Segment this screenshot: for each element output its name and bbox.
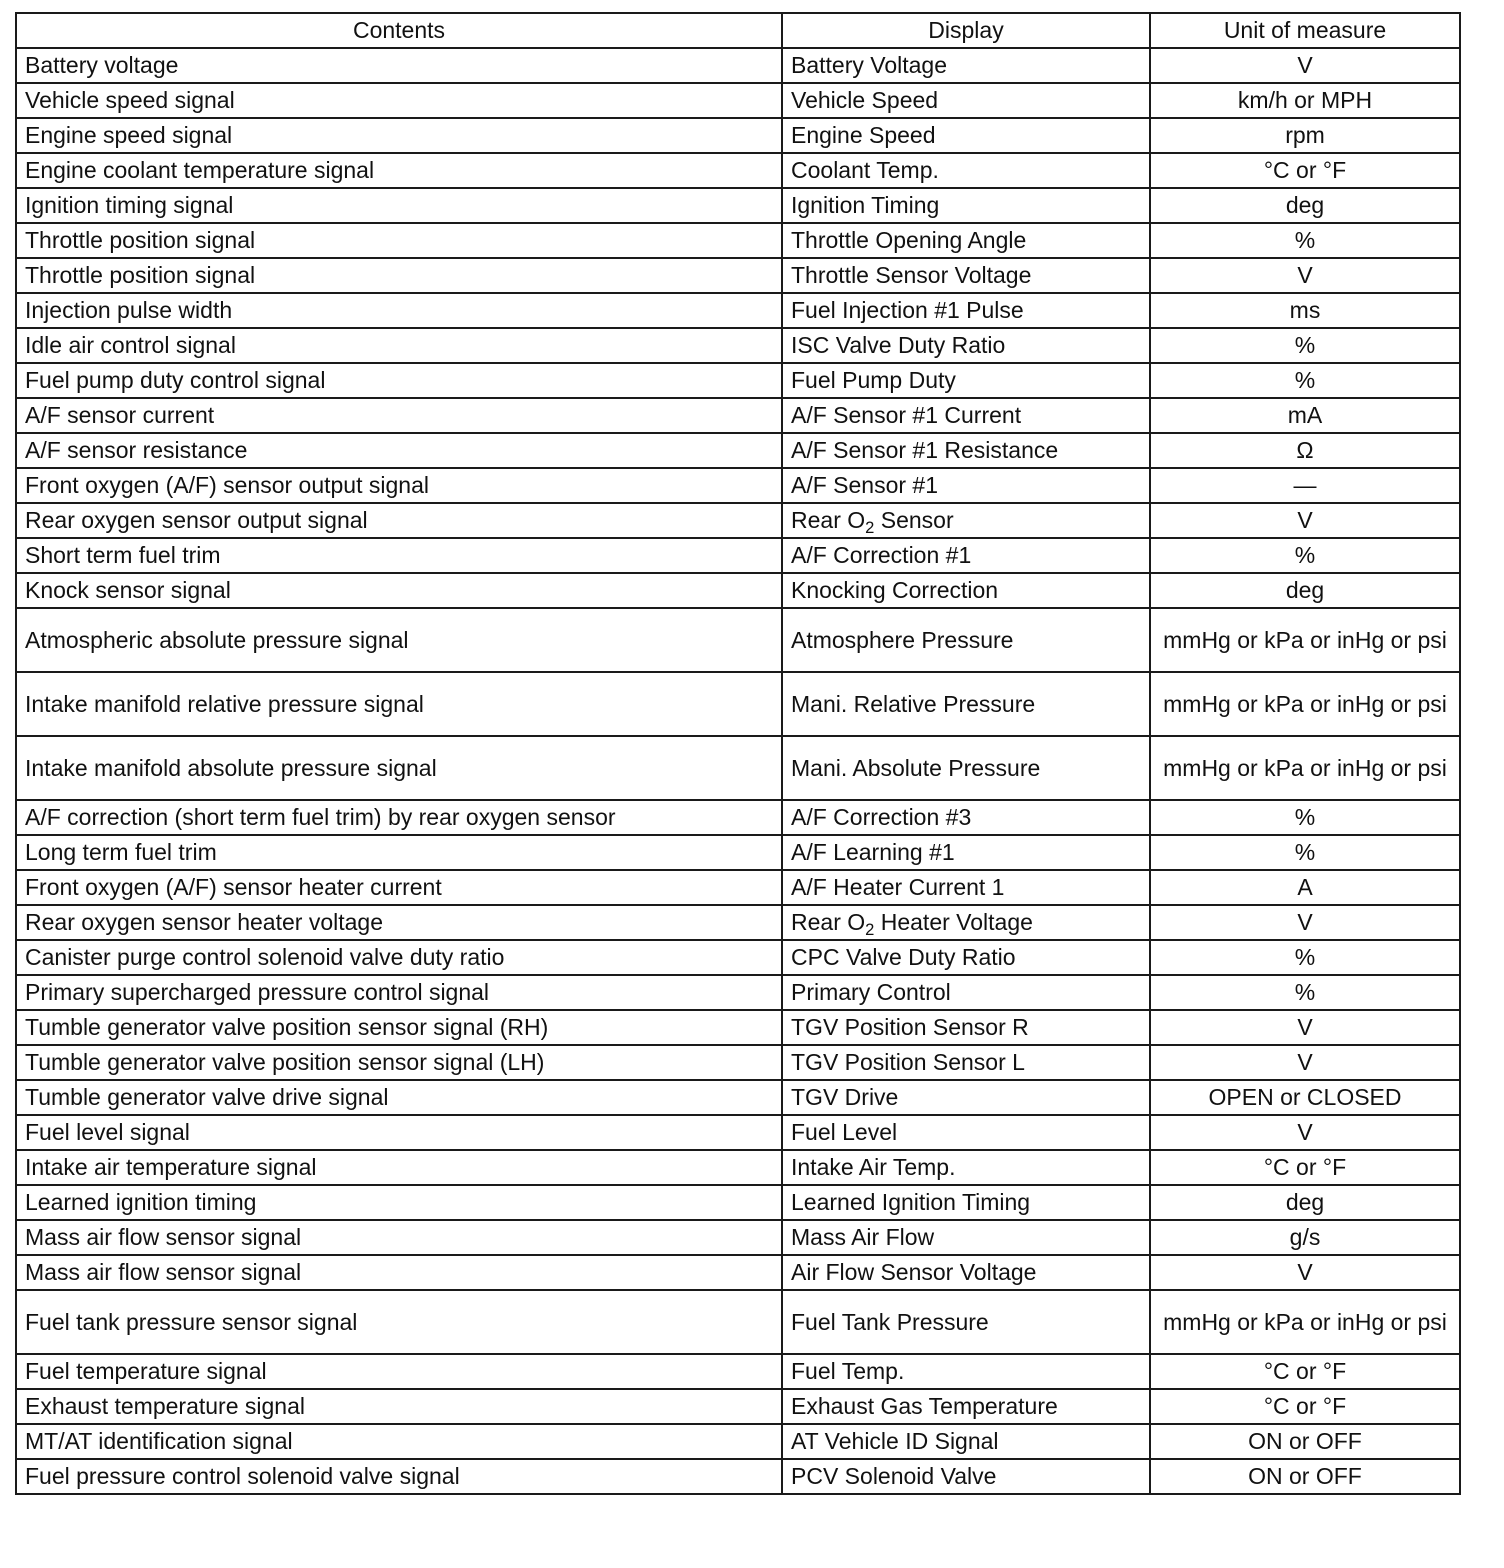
cell-contents: Fuel tank pressure sensor signal xyxy=(16,1290,782,1354)
table-row xyxy=(16,870,1460,905)
table-row xyxy=(16,258,1460,293)
cell-unit: ON or OFF xyxy=(1150,1459,1460,1494)
cell-unit: °C or °F xyxy=(1150,1150,1460,1185)
cell-unit: V xyxy=(1150,1255,1460,1290)
table-row xyxy=(16,608,1460,672)
cell-unit: % xyxy=(1150,328,1460,363)
table-row xyxy=(16,1255,1460,1290)
cell-contents: A/F correction (short term fuel trim) by rear oxygen sensor xyxy=(16,800,782,835)
cell-display: TGV Drive xyxy=(782,1080,1150,1115)
cell-unit: ON or OFF xyxy=(1150,1424,1460,1459)
cell-unit: V xyxy=(1150,503,1460,538)
cell-contents: Fuel pressure control solenoid valve signal xyxy=(16,1459,782,1494)
header-unit: Unit of measure xyxy=(1150,13,1460,48)
cell-display xyxy=(782,503,1150,538)
table-row xyxy=(16,433,1460,468)
cell-display: Atmosphere Pressure xyxy=(782,608,1150,672)
cell-unit: rpm xyxy=(1150,118,1460,153)
cell-unit: deg xyxy=(1150,573,1460,608)
table-row xyxy=(16,1185,1460,1220)
cell-display: TGV Position Sensor R xyxy=(782,1010,1150,1045)
cell-contents: Primary supercharged pressure control signal xyxy=(16,975,782,1010)
cell-display: Vehicle Speed xyxy=(782,83,1150,118)
cell-contents: Long term fuel trim xyxy=(16,835,782,870)
table-row xyxy=(16,538,1460,573)
cell-display: Exhaust Gas Temperature xyxy=(782,1389,1150,1424)
cell-contents: Canister purge control solenoid valve duty ratio xyxy=(16,940,782,975)
cell-contents: Exhaust temperature signal xyxy=(16,1389,782,1424)
display-text-after: Sensor xyxy=(874,507,954,533)
data-table xyxy=(15,12,1461,1495)
cell-contents: Ignition timing signal xyxy=(16,188,782,223)
table-row xyxy=(16,1150,1460,1185)
table-header xyxy=(16,13,1460,48)
cell-contents: Vehicle speed signal xyxy=(16,83,782,118)
cell-unit: mmHg or kPa or inHg or psi xyxy=(1150,608,1460,672)
cell-display: A/F Correction #3 xyxy=(782,800,1150,835)
table-row xyxy=(16,1115,1460,1150)
table-row xyxy=(16,1045,1460,1080)
cell-contents: Rear oxygen sensor output signal xyxy=(16,503,782,538)
cell-display: CPC Valve Duty Ratio xyxy=(782,940,1150,975)
cell-display: Fuel Temp. xyxy=(782,1354,1150,1389)
cell-contents: Engine coolant temperature signal xyxy=(16,153,782,188)
cell-unit: % xyxy=(1150,223,1460,258)
cell-display: Engine Speed xyxy=(782,118,1150,153)
cell-contents: Fuel temperature signal xyxy=(16,1354,782,1389)
cell-unit: g/s xyxy=(1150,1220,1460,1255)
cell-contents: Knock sensor signal xyxy=(16,573,782,608)
display-text: Rear O xyxy=(791,909,866,935)
cell-unit: % xyxy=(1150,363,1460,398)
cell-display: A/F Heater Current 1 xyxy=(782,870,1150,905)
cell-contents: Front oxygen (A/F) sensor output signal xyxy=(16,468,782,503)
cell-display: Throttle Sensor Voltage xyxy=(782,258,1150,293)
cell-unit: mA xyxy=(1150,398,1460,433)
cell-display: PCV Solenoid Valve xyxy=(782,1459,1150,1494)
cell-display: A/F Sensor #1 Current xyxy=(782,398,1150,433)
cell-display: Mani. Relative Pressure xyxy=(782,672,1150,736)
table-row xyxy=(16,1424,1460,1459)
cell-contents: A/F sensor resistance xyxy=(16,433,782,468)
cell-unit: V xyxy=(1150,258,1460,293)
cell-display: Ignition Timing xyxy=(782,188,1150,223)
table-row xyxy=(16,1354,1460,1389)
table-row xyxy=(16,940,1460,975)
cell-unit: OPEN or CLOSED xyxy=(1150,1080,1460,1115)
table-row xyxy=(16,153,1460,188)
cell-contents: Throttle position signal xyxy=(16,258,782,293)
header-row xyxy=(16,13,1460,48)
cell-contents: Atmospheric absolute pressure signal xyxy=(16,608,782,672)
cell-unit: Ω xyxy=(1150,433,1460,468)
cell-display: Fuel Level xyxy=(782,1115,1150,1150)
cell-display: Throttle Opening Angle xyxy=(782,223,1150,258)
cell-unit: deg xyxy=(1150,188,1460,223)
cell-unit: °C or °F xyxy=(1150,153,1460,188)
table-row xyxy=(16,905,1460,940)
cell-contents: Fuel level signal xyxy=(16,1115,782,1150)
cell-display: Fuel Tank Pressure xyxy=(782,1290,1150,1354)
cell-unit: °C or °F xyxy=(1150,1354,1460,1389)
cell-display: Mass Air Flow xyxy=(782,1220,1150,1255)
cell-contents: Tumble generator valve drive signal xyxy=(16,1080,782,1115)
cell-unit: V xyxy=(1150,1115,1460,1150)
cell-unit: V xyxy=(1150,905,1460,940)
table-row xyxy=(16,736,1460,800)
table-row xyxy=(16,835,1460,870)
table-body xyxy=(16,48,1460,1494)
cell-display: Mani. Absolute Pressure xyxy=(782,736,1150,800)
cell-unit: °C or °F xyxy=(1150,1389,1460,1424)
cell-display: Battery Voltage xyxy=(782,48,1150,83)
display-subscript: 2 xyxy=(865,919,875,939)
cell-display: Intake Air Temp. xyxy=(782,1150,1150,1185)
cell-unit: % xyxy=(1150,800,1460,835)
table-row xyxy=(16,1389,1460,1424)
table-row xyxy=(16,672,1460,736)
cell-unit: % xyxy=(1150,835,1460,870)
cell-display: Air Flow Sensor Voltage xyxy=(782,1255,1150,1290)
cell-unit: ms xyxy=(1150,293,1460,328)
cell-unit: — xyxy=(1150,468,1460,503)
cell-contents: Throttle position signal xyxy=(16,223,782,258)
table-row xyxy=(16,48,1460,83)
cell-display: A/F Sensor #1 xyxy=(782,468,1150,503)
cell-display: AT Vehicle ID Signal xyxy=(782,1424,1150,1459)
cell-contents: Tumble generator valve position sensor signal (RH) xyxy=(16,1010,782,1045)
cell-contents: Mass air flow sensor signal xyxy=(16,1220,782,1255)
cell-unit: V xyxy=(1150,1010,1460,1045)
display-text: Rear O xyxy=(791,507,866,533)
cell-display: A/F Correction #1 xyxy=(782,538,1150,573)
table-row xyxy=(16,468,1460,503)
cell-contents: Fuel pump duty control signal xyxy=(16,363,782,398)
table-row xyxy=(16,1080,1460,1115)
cell-display: Coolant Temp. xyxy=(782,153,1150,188)
cell-unit: deg xyxy=(1150,1185,1460,1220)
table-row xyxy=(16,83,1460,118)
cell-contents: Intake manifold absolute pressure signal xyxy=(16,736,782,800)
cell-display: Knocking Correction xyxy=(782,573,1150,608)
display-text-after: Heater Voltage xyxy=(874,909,1033,935)
cell-contents: MT/AT identification signal xyxy=(16,1424,782,1459)
cell-display: ISC Valve Duty Ratio xyxy=(782,328,1150,363)
table-row xyxy=(16,223,1460,258)
cell-contents: Intake air temperature signal xyxy=(16,1150,782,1185)
cell-unit: A xyxy=(1150,870,1460,905)
cell-contents: Learned ignition timing xyxy=(16,1185,782,1220)
table-row xyxy=(16,363,1460,398)
cell-display xyxy=(782,905,1150,940)
cell-contents: Injection pulse width xyxy=(16,293,782,328)
cell-unit: % xyxy=(1150,940,1460,975)
table-row xyxy=(16,573,1460,608)
cell-contents: Intake manifold relative pressure signal xyxy=(16,672,782,736)
table-row xyxy=(16,293,1460,328)
cell-contents: Idle air control signal xyxy=(16,328,782,363)
table-row xyxy=(16,1220,1460,1255)
cell-contents: Rear oxygen sensor heater voltage xyxy=(16,905,782,940)
cell-display: Learned Ignition Timing xyxy=(782,1185,1150,1220)
cell-unit: mmHg or kPa or inHg or psi xyxy=(1150,736,1460,800)
cell-contents: Mass air flow sensor signal xyxy=(16,1255,782,1290)
cell-display: Fuel Pump Duty xyxy=(782,363,1150,398)
display-subscript: 2 xyxy=(865,517,875,537)
table-row xyxy=(16,118,1460,153)
cell-display: Primary Control xyxy=(782,975,1150,1010)
table-row xyxy=(16,188,1460,223)
table-row xyxy=(16,328,1460,363)
cell-unit: % xyxy=(1150,975,1460,1010)
cell-contents: A/F sensor current xyxy=(16,398,782,433)
cell-unit: km/h or MPH xyxy=(1150,83,1460,118)
header-contents: Contents xyxy=(16,13,782,48)
cell-display: A/F Learning #1 xyxy=(782,835,1150,870)
cell-unit: mmHg or kPa or inHg or psi xyxy=(1150,1290,1460,1354)
table-row xyxy=(16,1010,1460,1045)
cell-contents: Short term fuel trim xyxy=(16,538,782,573)
cell-contents: Battery voltage xyxy=(16,48,782,83)
cell-contents: Tumble generator valve position sensor signal (LH) xyxy=(16,1045,782,1080)
cell-unit: V xyxy=(1150,48,1460,83)
table-row xyxy=(16,503,1460,538)
cell-contents: Engine speed signal xyxy=(16,118,782,153)
cell-display: TGV Position Sensor L xyxy=(782,1045,1150,1080)
table-row xyxy=(16,1459,1460,1494)
cell-contents: Front oxygen (A/F) sensor heater current xyxy=(16,870,782,905)
cell-unit: % xyxy=(1150,538,1460,573)
cell-unit: V xyxy=(1150,1045,1460,1080)
cell-unit: mmHg or kPa or inHg or psi xyxy=(1150,672,1460,736)
table-row xyxy=(16,398,1460,433)
cell-display: A/F Sensor #1 Resistance xyxy=(782,433,1150,468)
table-row xyxy=(16,800,1460,835)
cell-display: Fuel Injection #1 Pulse xyxy=(782,293,1150,328)
table-row xyxy=(16,1290,1460,1354)
header-display: Display xyxy=(782,13,1150,48)
table-row xyxy=(16,975,1460,1010)
